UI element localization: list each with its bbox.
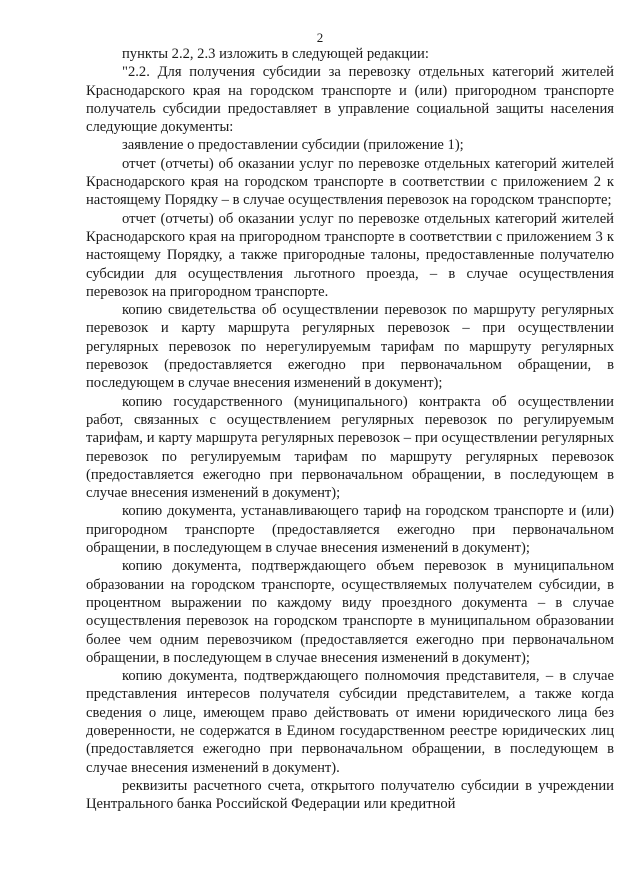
paragraph-suburban-report: отчет (отчеты) об оказании услуг по перевозке отдельных категорий жителей Краснодарского края на пригородном транспорте в соответствии с приложением 3 к настоящему Порядку, а также пригородные талоны, предоставленные получателю субсидии для осуществления льготного проезда, – в случае осуществления перевозок на пригородном транспорте.: [86, 210, 614, 300]
paragraph-contract-copy: копию государственного (муниципального) контракта об осуществлении работ, связанных с осуществлением регулярных перевозок по регулируемым тарифам, и карту маршрута регулярных перевозок – при осуществлении регулярных перевозок по регулируемым тарифам по маршруту регулярных перевозок (предоставляется ежегодно при первоначальном обращении, в последующем в случае внесения изменений в документ);: [86, 393, 614, 502]
paragraph-2-2: "2.2. Для получения субсидии за перевозку отдельных категорий жителей Краснодарского края на городском транспорте и (или) пригородном транспорте получатель субсидии предоставляет в управление социальной защиты населения следующие документы:: [86, 64, 614, 136]
page-number: 2: [316, 30, 324, 45]
paragraph-intro: пункты 2.2, 2.3 изложить в следующей редакции:: [122, 46, 429, 62]
paragraph-tariff-document: копию документа, устанавливающего тариф на городском транспорте и (или) пригородном транспорте (предоставляется ежегодно при первоначальном обращении, в последующем в случае внесения изменений в документ);: [86, 503, 614, 557]
paragraph-bank-details: реквизиты расчетного счета, открытого получателю субсидии в учреждении Центрального банка Российской Федерации или кредитной: [86, 777, 614, 813]
paragraph-volume-document: копию документа, подтверждающего объем перевозок в муниципальном образовании на городском транспорте, осуществляемых получателем субсидии, в процентном выражении по каждому виду проездного документа – в случае осуществления перевозок на городском транспорте в муниципальном образовании более чем одним перевозчиком (предоставляется ежегодно при первоначальном обращении, в последующем в случае внесения изменений в документ);: [86, 558, 614, 666]
paragraph-route-certificate: копию свидетельства об осуществлении перевозок по маршруту регулярных перевозок и карту маршрута регулярных перевозок – при осуществлении регулярных перевозок по нерегулируемым тарифам по маршруту регулярных перевозок (предоставляется ежегодно при первоначальном обращении, в последующем в случае внесения изменений в документ);: [86, 302, 614, 392]
paragraph-urban-report: отчет (отчеты) об оказании услуг по перевозке отдельных категорий жителей Краснодарского края на городском транспорте в соответствии с приложением 2 к настоящему Порядку – в случае осуществления перевозок на городском транспорте;: [86, 155, 614, 209]
paragraph-application: заявление о предоставлении субсидии (приложение 1);: [122, 137, 464, 154]
paragraph-authority-document: копию документа, подтверждающего полномочия представителя, – в случае представления интересов получателя субсидии представителем, а также когда сведения о лице, имеющем право действовать от имени юридического лица без доверенности, не содержатся в Едином государственном реестре юридических лиц (предоставляется ежегодно при первоначальном обращении, в последующем в случае внесения изменений в документ).: [86, 668, 614, 776]
document-body: [86, 45, 614, 813]
